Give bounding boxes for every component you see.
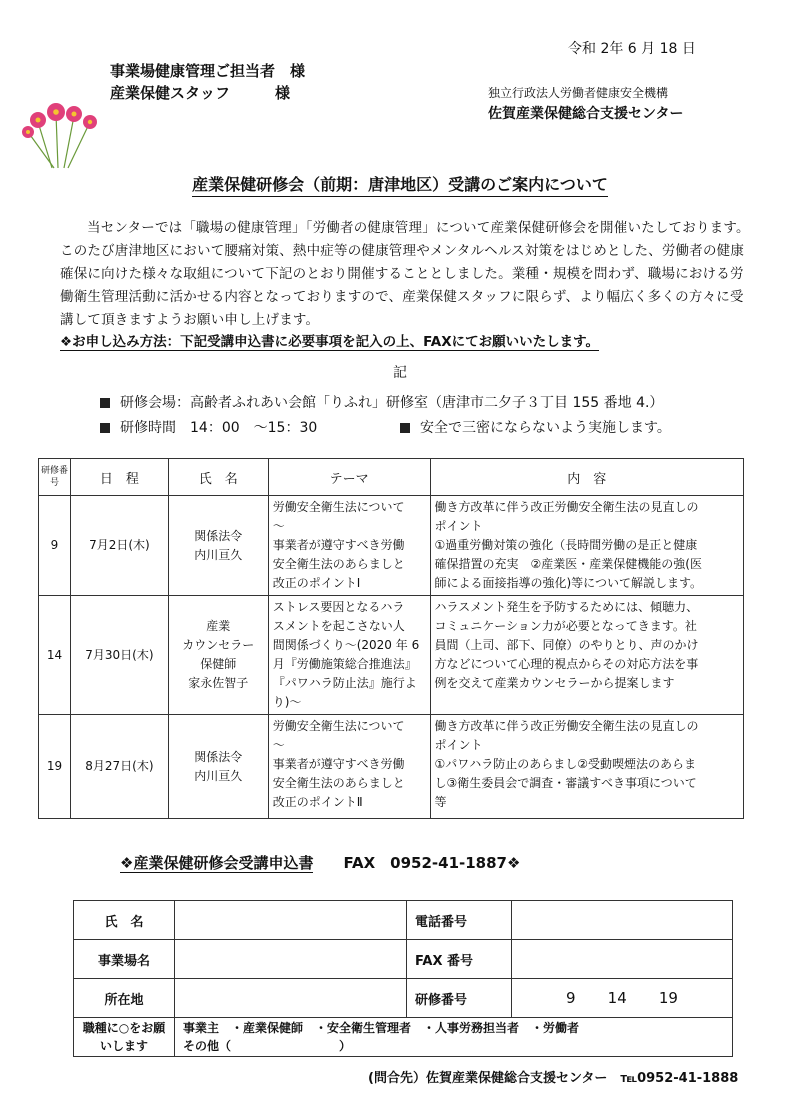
sender-org: 独立行政法人労働者健康安全機構 bbox=[488, 86, 669, 100]
phone-field[interactable] bbox=[512, 901, 733, 940]
header-date: 日 程 bbox=[70, 459, 168, 496]
phone-label: 電話番号 bbox=[407, 901, 512, 940]
ki-heading: 記 bbox=[393, 365, 407, 381]
training-number-option[interactable]: 14 bbox=[607, 989, 627, 1007]
contact-footer: (問合先）佐賀産業保健総合支援センター ℡0952-41-1888 bbox=[368, 1071, 739, 1086]
job-options[interactable]: 事業主 ・産業保健師 ・安全衛生管理者 ・人事労務担当者 ・労働者 その他（ ） bbox=[175, 1018, 733, 1057]
header-content: 内 容 bbox=[430, 459, 744, 496]
fax-label: FAX 番号 bbox=[407, 940, 512, 979]
square-bullet-icon bbox=[100, 398, 110, 408]
job-label: 職種に○をお願いします bbox=[74, 1018, 175, 1057]
row-theme: ストレス要因となるハラ スメントを起こさない人 間関係づくり～(2020 年 6 月『労働施策総合推進法』 『パワハラ防止法』施行よ り)～ bbox=[268, 596, 430, 715]
addressee-2: 産業保健スタッフ 様 bbox=[110, 84, 291, 102]
row-theme: 労働安全衛生法について ～ 事業者が遵守すべき労働 安全衛生法のあらましと 改正のポイントⅡ bbox=[268, 715, 430, 819]
table-row bbox=[39, 496, 744, 596]
row-lecturer: 関係法令 内川亘久 bbox=[168, 496, 268, 596]
page-title: 産業保健研修会（前期：唐津地区）受講のご案内について bbox=[0, 172, 800, 195]
row-lecturer: 関係法令 内川亘久 bbox=[168, 715, 268, 819]
application-method: ❖お申し込み方法：下記受講申込書に必要事項を記入の上、FAXにてお願いいたします。 bbox=[60, 334, 600, 350]
row-content: 働き方改革に伴う改正労働安全衛生法の見直しの ポイント ①パワハラ防止のあらまし②受動喫煙法のあらま し③衛生委員会で調査・審議すべき事項について 等 bbox=[430, 715, 744, 819]
header-name: 氏 名 bbox=[168, 459, 268, 496]
form-row bbox=[74, 940, 733, 979]
address-label: 所在地 bbox=[74, 979, 175, 1018]
schedule-table bbox=[38, 458, 744, 819]
square-bullet-icon bbox=[100, 423, 110, 433]
fax-field[interactable] bbox=[512, 940, 733, 979]
form-row bbox=[74, 979, 733, 1018]
row-date: 7月30日(木) bbox=[70, 596, 168, 715]
form-fax-number: FAX 0952-41-1887❖ bbox=[343, 854, 521, 872]
row-lecturer: 産業 カウンセラー 保健師 家永佐智子 bbox=[168, 596, 268, 715]
row-num: 9 bbox=[39, 496, 71, 596]
document-date: 令和 2年 6 月 18 日 bbox=[568, 41, 696, 57]
square-bullet-icon bbox=[400, 423, 410, 433]
row-num: 14 bbox=[39, 596, 71, 715]
workplace-field[interactable] bbox=[175, 940, 407, 979]
table-row bbox=[39, 715, 744, 819]
row-theme: 労働安全衛生法について ～ 事業者が遵守すべき労働 安全衛生法のあらましと 改正のポイントⅠ bbox=[268, 496, 430, 596]
row-content: 働き方改革に伴う改正労働安全衛生法の見直しの ポイント ①過重労働対策の強化（長時間労働の是正と健康 確保措置の充実 ②産業医・産業保健機能の強(医 師による面接指導の強化)等について解説します。 bbox=[430, 496, 744, 596]
row-date: 8月27日(木) bbox=[70, 715, 168, 819]
training-number-option[interactable]: 9 bbox=[566, 989, 576, 1007]
form-row bbox=[74, 901, 733, 940]
header-theme: テーマ bbox=[268, 459, 430, 496]
application-form bbox=[73, 900, 733, 1057]
name-label: 氏 名 bbox=[74, 901, 175, 940]
form-title: ❖産業保健研修会受講申込書 FAX 0952-41-1887❖ bbox=[120, 854, 521, 872]
form-row bbox=[74, 1018, 733, 1057]
cosmos-flowers-illustration bbox=[18, 92, 108, 172]
addressee-1: 事業場健康管理ご担当者 様 bbox=[110, 62, 306, 80]
training-number-option[interactable]: 19 bbox=[658, 989, 678, 1007]
row-num: 19 bbox=[39, 715, 71, 819]
sender-center: 佐賀産業保健総合支援センター bbox=[488, 106, 684, 122]
schedule-header-row bbox=[39, 459, 744, 496]
table-row bbox=[39, 596, 744, 715]
training-number-label: 研修番号 bbox=[407, 979, 512, 1018]
safety-line: 安全で三密にならないよう実施します。 bbox=[400, 417, 671, 437]
name-field[interactable] bbox=[175, 901, 407, 940]
intro-paragraph: 当センターでは「職場の健康管理」「労働者の健康管理」について産業保健研修会を開催いたしております。このたび唐津地区において腰痛対策、熱中症等の健康管理やメンタルヘルス対策をはじめとした、労働者の健康確保に向けた様々な取組について下記のとおり開催することとしました。業種・規模を問わず、職場における労働衛生管理活動に活かせる内容となっておりますので、産業保健スタッフに限らず、より幅広く多くの方々に受講して頂きますようお願い申し上げます。 bbox=[60, 220, 750, 328]
row-content: ハラスメント発生を予防するためには、傾聴力、 コミュニケーション力が必要となってきます。社 員間（上司、部下、同僚）のやりとり、声のかけ 方などについて心理的視点からその対応方法を事 例を交えて産業カウンセラーから提案します bbox=[430, 596, 744, 715]
workplace-label: 事業場名 bbox=[74, 940, 175, 979]
training-number-field[interactable] bbox=[512, 979, 733, 1018]
venue-line: 研修会場：高齢者ふれあい会館「りふれ」研修室（唐津市二夕子３丁目 155 番地 4.） bbox=[100, 392, 663, 412]
address-field[interactable] bbox=[175, 979, 407, 1018]
time-line: 研修時間 14：00 ～15：30 bbox=[100, 417, 317, 437]
header-num: 研修番号 bbox=[39, 459, 71, 496]
row-date: 7月2日(木) bbox=[70, 496, 168, 596]
